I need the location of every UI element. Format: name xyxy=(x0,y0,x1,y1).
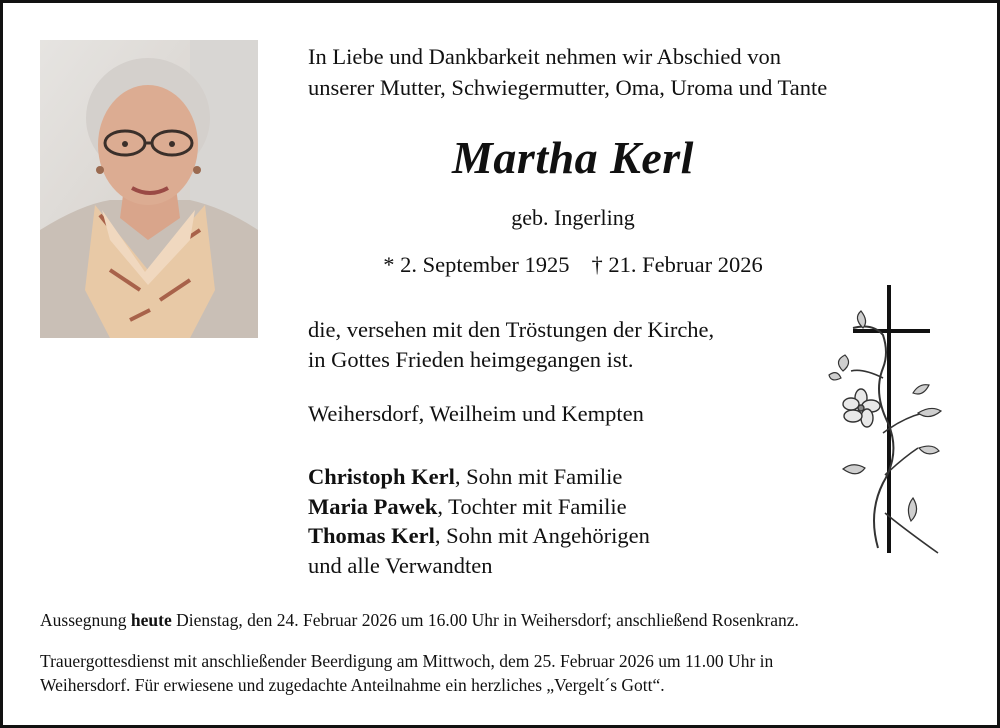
mourner-entry xyxy=(308,462,650,492)
places: Weihersdorf, Weilheim und Kempten xyxy=(308,401,644,426)
intro-text xyxy=(308,41,827,103)
notice-line: Weihersdorf. Für erwiesene und zugedachte Anteilnahme ein herzliches „Vergelt´s Gott“. xyxy=(40,675,665,695)
intro-line: unserer Mutter, Schwiegermutter, Oma, Uroma und Tante xyxy=(308,75,828,100)
mourner-relation: , Sohn mit Familie xyxy=(454,464,623,489)
funeral-notice xyxy=(40,649,773,697)
deceased-name: Martha Kerl xyxy=(452,132,694,183)
notice-text: Dienstag, den 24. Februar 2026 um 16.00 Uhr in Weihersdorf; anschließend Rosenkranz. xyxy=(171,610,799,630)
mourner-relation: , Sohn mit Angehörigen xyxy=(434,523,650,548)
mourners-closing: und alle Verwandten xyxy=(308,552,493,578)
mourner-name: Thomas Kerl xyxy=(308,523,435,548)
mourner-name: Maria Pawek xyxy=(308,493,438,519)
mourners-list xyxy=(308,462,650,580)
mourner-entry xyxy=(308,492,650,522)
portrait-photo xyxy=(40,40,258,338)
mourner-entry xyxy=(308,521,650,551)
statement-line: in Gottes Frieden heimgegangen ist. xyxy=(308,347,634,372)
birth-date: * 2. September 1925 xyxy=(383,252,570,277)
life-dates xyxy=(308,252,838,278)
death-date: † 21. Februar 2026 xyxy=(591,252,763,277)
blessing-notice xyxy=(40,610,799,631)
notice-line: Trauergottesdienst mit anschließender Beerdigung am Mittwoch, dem 25. Februar 2026 um 11.00 Uhr in xyxy=(40,651,774,671)
statement-line: die, versehen mit den Tröstungen der Kirche, xyxy=(308,317,715,342)
cross-with-flowers-icon xyxy=(823,283,948,558)
intro-line: In Liebe und Dankbarkeit nehmen wir Abschied von xyxy=(308,44,781,69)
notice-text: Aussegnung xyxy=(40,610,131,630)
maiden-name: geb. Ingerling xyxy=(511,205,635,230)
death-statement xyxy=(308,315,714,375)
notice-bold: heute xyxy=(130,610,172,630)
mourner-name: Christoph Kerl xyxy=(308,464,455,489)
mourner-relation: , Tochter mit Familie xyxy=(437,493,627,519)
